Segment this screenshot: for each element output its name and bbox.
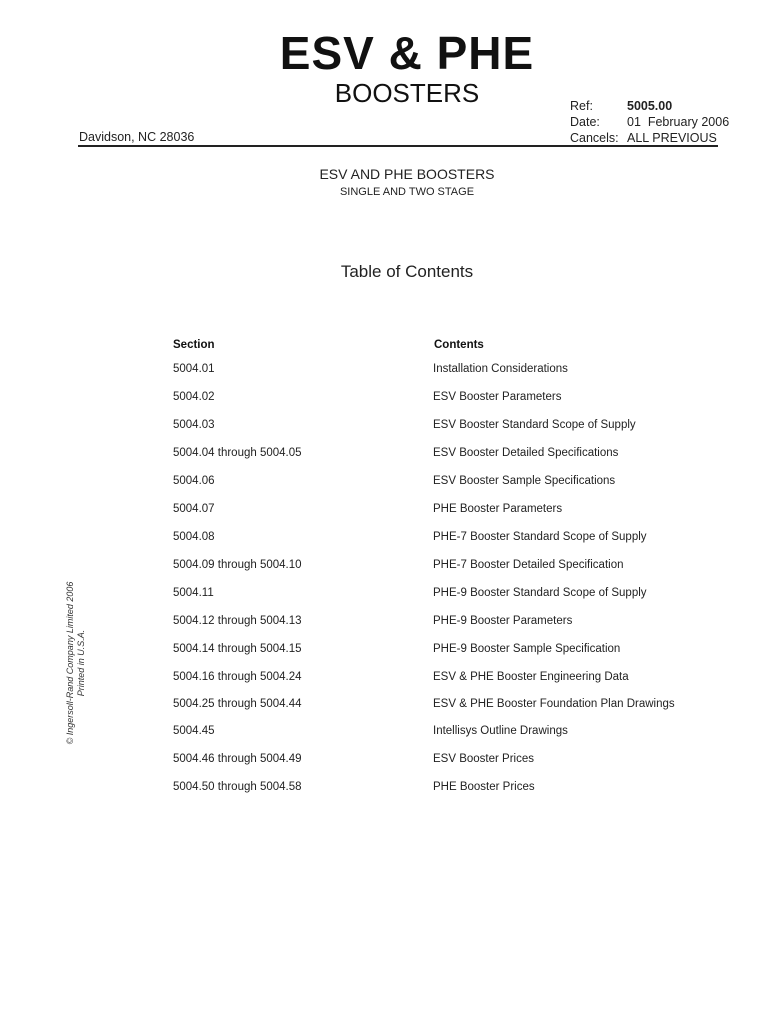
table-row: [0, 698, 768, 714]
ref-value: 5005.00: [627, 99, 673, 113]
ref-label: Ref:: [570, 99, 593, 113]
document-subtitle: SINGLE AND TWO STAGE: [339, 186, 475, 198]
table-row: [0, 475, 768, 491]
ref-row: [570, 98, 729, 114]
location-text: Davidson, NC 28036: [79, 130, 195, 144]
date-row: [570, 114, 729, 130]
section-number: 5004.01: [173, 363, 215, 375]
section-contents: ESV Booster Parameters: [433, 391, 562, 403]
date-label: Date:: [570, 115, 600, 129]
section-number: 5004.46 through 5004.49: [173, 753, 302, 765]
section-contents: ESV Booster Standard Scope of Supply: [433, 419, 636, 431]
table-row: [0, 447, 768, 463]
table-row: [0, 725, 768, 741]
cancels-value: ALL PREVIOUS: [627, 131, 717, 145]
toc-heading: Table of Contents: [340, 262, 474, 281]
section-contents: ESV Booster Detailed Specifications: [433, 447, 619, 459]
copyright-text: © Ingersoll-Rand Company Limited 2006: [65, 581, 75, 745]
table-row: [0, 587, 768, 603]
table-row: [0, 781, 768, 797]
section-number: 5004.11: [173, 587, 214, 599]
section-contents: ESV Booster Prices: [433, 753, 534, 765]
reference-block: [570, 98, 729, 146]
section-contents: PHE-9 Booster Parameters: [433, 615, 573, 627]
section-number: 5004.04 through 5004.05: [173, 447, 302, 459]
section-contents: ESV & PHE Booster Engineering Data: [433, 671, 629, 683]
section-contents: PHE-9 Booster Sample Specification: [433, 643, 621, 655]
table-row: [0, 615, 768, 631]
section-contents: PHE Booster Parameters: [433, 503, 563, 515]
document-product-title: BOOSTERS: [334, 78, 480, 108]
table-row: [0, 559, 768, 575]
section-number: 5004.16 through 5004.24: [173, 671, 302, 683]
table-row: [0, 531, 768, 547]
table-row: [0, 391, 768, 407]
section-contents: ESV & PHE Booster Foundation Plan Drawings: [433, 698, 675, 710]
section-number: 5004.50 through 5004.58: [173, 781, 302, 793]
copyright-notice: [65, 582, 87, 745]
table-row: [0, 671, 768, 687]
section-contents: PHE-9 Booster Standard Scope of Supply: [433, 587, 647, 599]
section-contents: ESV Booster Sample Specifications: [433, 475, 616, 487]
section-contents: Intellisys Outline Drawings: [433, 725, 568, 737]
cancels-row: [570, 130, 729, 146]
document-title: ESV AND PHE BOOSTERS: [319, 166, 495, 182]
section-number: 5004.45: [173, 725, 215, 737]
section-contents: PHE-7 Booster Standard Scope of Supply: [433, 531, 647, 543]
section-contents: PHE-7 Booster Detailed Specification: [433, 559, 624, 571]
section-number: 5004.09 through 5004.10: [173, 559, 302, 571]
table-row: [0, 643, 768, 659]
section-column-header: Section: [173, 339, 215, 351]
date-value: 01 February 2006: [627, 115, 730, 129]
section-contents: PHE Booster Prices: [433, 781, 535, 793]
section-number: 5004.02: [173, 391, 215, 403]
table-row: [0, 363, 768, 379]
section-number: 5004.03: [173, 419, 215, 431]
section-number: 5004.14 through 5004.15: [173, 643, 302, 655]
section-number: 5004.07: [173, 503, 215, 515]
table-row: [0, 753, 768, 769]
header-divider: [78, 145, 718, 147]
section-number: 5004.06: [173, 475, 215, 487]
printed-in-text: Printed in U.S.A.: [76, 629, 86, 697]
cancels-label: Cancels:: [570, 131, 619, 145]
section-number: 5004.08: [173, 531, 215, 543]
section-number: 5004.25 through 5004.44: [173, 698, 302, 710]
table-row: [0, 503, 768, 519]
document-main-title: ESV & PHE: [279, 27, 535, 79]
contents-column-header: Contents: [434, 339, 484, 351]
table-row: [0, 419, 768, 435]
section-contents: Installation Considerations: [433, 363, 568, 375]
section-number: 5004.12 through 5004.13: [173, 615, 302, 627]
